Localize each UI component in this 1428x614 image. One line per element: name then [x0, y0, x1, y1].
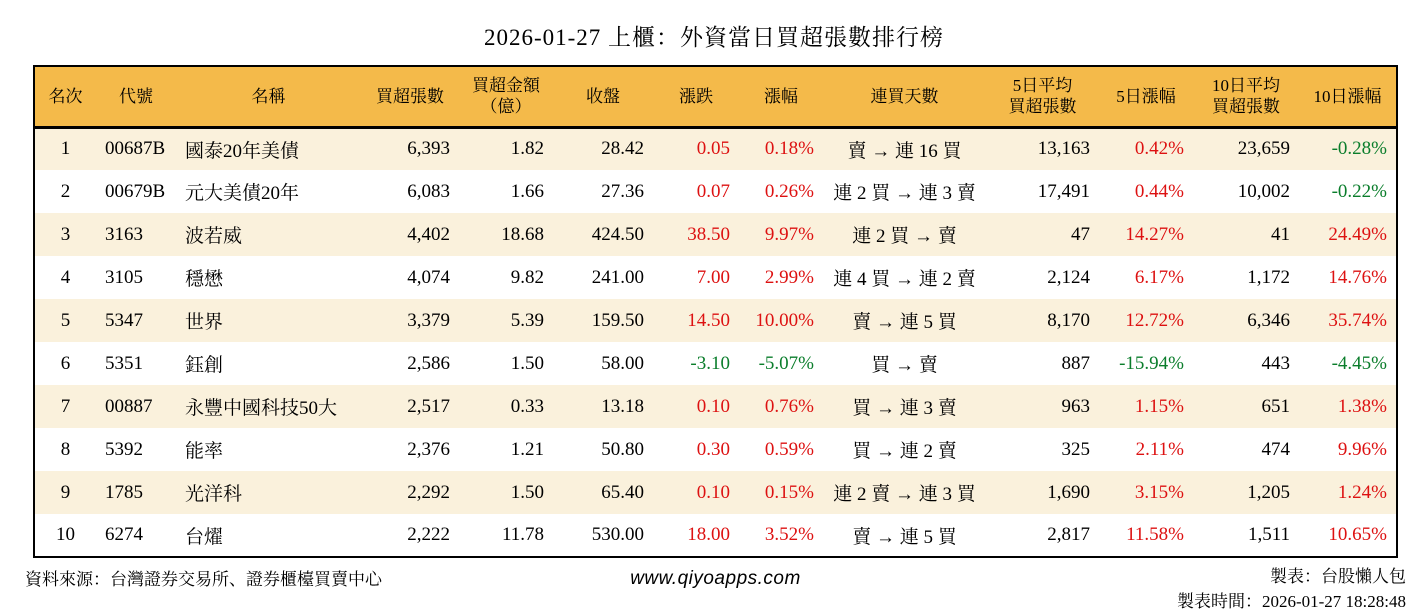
cell-chg: 0.10 [696, 481, 730, 503]
cell-name: 鈺創 [185, 355, 224, 376]
cell-pct5: 11.58% [1126, 524, 1184, 545]
cell-streak: 賣 → 連 5 買 [852, 312, 957, 333]
cell-amt: 1.21 [510, 438, 544, 460]
cell-amt: 1.82 [510, 138, 544, 160]
cell-rank: 2 [60, 180, 71, 202]
cell-chgpct: 0.26% [764, 180, 814, 202]
cell-amt: 18.68 [501, 223, 544, 245]
cell-pct10: 24.49% [1328, 223, 1387, 245]
column-header-rank: 名次 [34, 66, 96, 127]
column-header-vol: 買超張數 [361, 66, 459, 127]
cell-rank: 8 [60, 438, 71, 460]
cell-name: 能率 [185, 441, 224, 462]
cell-code: 1785 [105, 481, 143, 503]
cell-name: 國泰20年美債 [185, 140, 300, 162]
column-header-chgpct: 漲幅 [739, 66, 823, 127]
cell-chg: -3.10 [690, 352, 730, 374]
cell-pct10: 9.96% [1337, 438, 1387, 460]
table-row [34, 342, 1397, 385]
column-header-name: 名稱 [176, 66, 361, 127]
table-row [34, 385, 1397, 428]
cell-pct5: -15.94% [1119, 352, 1184, 374]
cell-rank: 6 [60, 352, 71, 374]
cell-avg10: 6,346 [1247, 309, 1290, 331]
cell-code: 00887 [105, 395, 153, 417]
cell-code: 5347 [105, 309, 143, 331]
cell-vol: 2,376 [407, 438, 450, 460]
cell-streak: 買 → 連 3 賣 [852, 398, 957, 419]
cell-amt: 9.82 [510, 266, 544, 288]
cell-rank: 9 [60, 481, 71, 503]
cell-close: 241.00 [591, 266, 644, 288]
cell-close: 28.42 [601, 138, 644, 160]
cell-pct5: 1.15% [1134, 395, 1184, 417]
column-header-amt: 買超金額 （億） [459, 66, 553, 127]
cell-avg10: 1,205 [1247, 481, 1290, 503]
cell-avg10: 474 [1261, 438, 1290, 460]
cell-chgpct: 0.18% [764, 138, 814, 160]
cell-avg5: 47 [1071, 223, 1090, 245]
column-header-chg: 漲跌 [653, 66, 739, 127]
cell-close: 58.00 [601, 352, 644, 374]
cell-chg: 0.05 [696, 138, 730, 160]
cell-vol: 4,074 [407, 266, 450, 288]
maker-text: 製表：台股懶人包 [1270, 567, 1406, 586]
cell-avg5: 2,124 [1047, 266, 1090, 288]
report-footer [0, 558, 1428, 614]
cell-chgpct: 0.76% [764, 395, 814, 417]
cell-name: 世界 [185, 312, 224, 333]
cell-code: 6274 [105, 524, 143, 545]
table-row [34, 299, 1397, 342]
cell-streak: 連 2 買 → 連 3 賣 [833, 183, 976, 204]
cell-streak: 買 → 連 2 賣 [852, 441, 957, 462]
cell-name: 永豐中國科技50大 [185, 398, 338, 419]
cell-close: 424.50 [591, 223, 644, 245]
cell-chg: 18.00 [687, 524, 730, 545]
cell-avg5: 1,690 [1047, 481, 1090, 503]
cell-code: 5351 [105, 352, 143, 374]
cell-avg10: 443 [1261, 352, 1290, 374]
cell-avg5: 887 [1061, 352, 1090, 374]
cell-vol: 3,379 [407, 309, 450, 331]
column-header-avg10: 10日平均 買超張數 [1193, 66, 1299, 127]
cell-streak: 買 → 賣 [871, 355, 938, 376]
cell-streak: 賣 → 連 5 買 [852, 526, 957, 548]
cell-streak: 連 2 賣 → 連 3 買 [833, 484, 976, 505]
cell-pct5: 14.27% [1125, 223, 1184, 245]
cell-code: 00679B [105, 180, 166, 202]
cell-close: 50.80 [601, 438, 644, 460]
cell-pct10: 14.76% [1328, 266, 1387, 288]
cell-close: 27.36 [601, 180, 644, 202]
cell-chg: 38.50 [687, 223, 730, 245]
cell-pct5: 2.11% [1135, 438, 1184, 460]
cell-name: 台燿 [185, 526, 224, 548]
cell-pct10: -0.22% [1331, 180, 1387, 202]
ranking-table [33, 65, 1398, 558]
cell-chgpct: 0.15% [764, 481, 814, 503]
cell-vol: 4,402 [407, 223, 450, 245]
cell-avg5: 13,163 [1037, 138, 1090, 160]
cell-code: 5392 [105, 438, 143, 460]
cell-avg10: 10,002 [1237, 180, 1290, 202]
cell-chgpct: -5.07% [758, 352, 814, 374]
cell-code: 3163 [105, 223, 143, 245]
cell-amt: 11.78 [501, 524, 544, 545]
cell-code: 3105 [105, 266, 143, 288]
cell-chgpct: 3.52% [764, 524, 814, 545]
cell-avg5: 2,817 [1047, 524, 1090, 545]
table-header-row [34, 66, 1397, 127]
cell-avg10: 1,511 [1247, 524, 1290, 545]
cell-close: 159.50 [591, 309, 644, 331]
cell-avg10: 1,172 [1247, 266, 1290, 288]
data-source-note: 資料來源：台灣證券交易所、證券櫃檯買賣中心 [25, 570, 382, 589]
cell-name: 穩懋 [185, 269, 224, 290]
cell-pct10: -4.45% [1331, 352, 1387, 374]
cell-rank: 5 [60, 309, 71, 331]
cell-name: 波若威 [185, 226, 243, 247]
cell-pct5: 12.72% [1125, 309, 1184, 331]
cell-amt: 0.33 [510, 395, 544, 417]
cell-close: 65.40 [601, 481, 644, 503]
cell-rank: 1 [60, 138, 71, 160]
cell-pct10: 10.65% [1328, 524, 1387, 545]
cell-avg10: 23,659 [1237, 138, 1290, 160]
page-title: 2026-01-27 上櫃：外資當日買超張數排行榜 [483, 25, 945, 50]
cell-pct5: 3.15% [1134, 481, 1184, 503]
cell-vol: 2,292 [407, 481, 450, 503]
cell-chgpct: 0.59% [764, 438, 814, 460]
cell-streak: 連 4 買 → 連 2 賣 [833, 269, 976, 290]
cell-vol: 6,083 [407, 180, 450, 202]
cell-avg5: 325 [1061, 438, 1090, 460]
cell-vol: 2,517 [407, 395, 450, 417]
cell-streak: 連 2 買 → 賣 [852, 226, 957, 247]
cell-chg: 0.10 [696, 395, 730, 417]
column-header-avg5: 5日平均 買超張數 [986, 66, 1099, 127]
made-time-text: 製表時間：2026-01-27 18:28:48 [1176, 591, 1406, 611]
cell-avg10: 651 [1261, 395, 1290, 417]
cell-pct5: 0.42% [1134, 138, 1184, 160]
cell-avg5: 8,170 [1047, 309, 1090, 331]
table-row [34, 213, 1397, 256]
cell-pct5: 6.17% [1134, 266, 1184, 288]
cell-amt: 1.50 [510, 352, 544, 374]
cell-pct5: 0.44% [1134, 180, 1184, 202]
website-text: www.qiyoapps.com [630, 568, 801, 589]
cell-close: 530.00 [591, 524, 644, 545]
cell-name: 光洋科 [185, 484, 243, 505]
cell-avg5: 963 [1061, 395, 1090, 417]
cell-vol: 2,586 [407, 352, 450, 374]
column-header-streak: 連買天數 [823, 66, 986, 127]
column-header-code: 代號 [96, 66, 176, 127]
cell-rank: 7 [60, 395, 71, 417]
cell-avg5: 17,491 [1037, 180, 1090, 202]
cell-chg: 0.30 [696, 438, 730, 460]
cell-rank: 4 [60, 266, 71, 288]
cell-chgpct: 9.97% [764, 223, 814, 245]
cell-pct10: -0.28% [1331, 138, 1387, 160]
cell-name: 元大美債20年 [185, 183, 300, 204]
cell-chgpct: 10.00% [755, 309, 814, 331]
cell-chgpct: 2.99% [764, 266, 814, 288]
cell-avg10: 41 [1271, 223, 1290, 245]
table-row [34, 127, 1397, 170]
cell-amt: 1.66 [510, 180, 544, 202]
cell-vol: 2,222 [407, 524, 450, 545]
cell-chg: 14.50 [687, 309, 730, 331]
cell-streak: 賣 → 連 16 買 [847, 140, 962, 162]
cell-pct10: 35.74% [1328, 309, 1387, 331]
table-row [34, 514, 1397, 557]
maker-block [801, 565, 1406, 614]
cell-pct10: 1.24% [1337, 481, 1387, 503]
table-row [34, 170, 1397, 213]
cell-vol: 6,393 [407, 138, 450, 160]
cell-rank: 3 [60, 223, 71, 245]
cell-chg: 7.00 [696, 266, 730, 288]
cell-pct10: 1.38% [1337, 395, 1387, 417]
table-row [34, 256, 1397, 299]
cell-close: 13.18 [601, 395, 644, 417]
table-row [34, 428, 1397, 471]
table-row [34, 471, 1397, 514]
cell-chg: 0.07 [696, 180, 730, 202]
cell-amt: 5.39 [510, 309, 544, 331]
cell-amt: 1.50 [510, 481, 544, 503]
column-header-pct5: 5日漲幅 [1099, 66, 1193, 127]
table-body [34, 127, 1397, 557]
cell-rank: 10 [56, 524, 75, 545]
column-header-close: 收盤 [553, 66, 653, 127]
cell-code: 00687B [105, 138, 166, 160]
column-header-pct10: 10日漲幅 [1299, 66, 1397, 127]
